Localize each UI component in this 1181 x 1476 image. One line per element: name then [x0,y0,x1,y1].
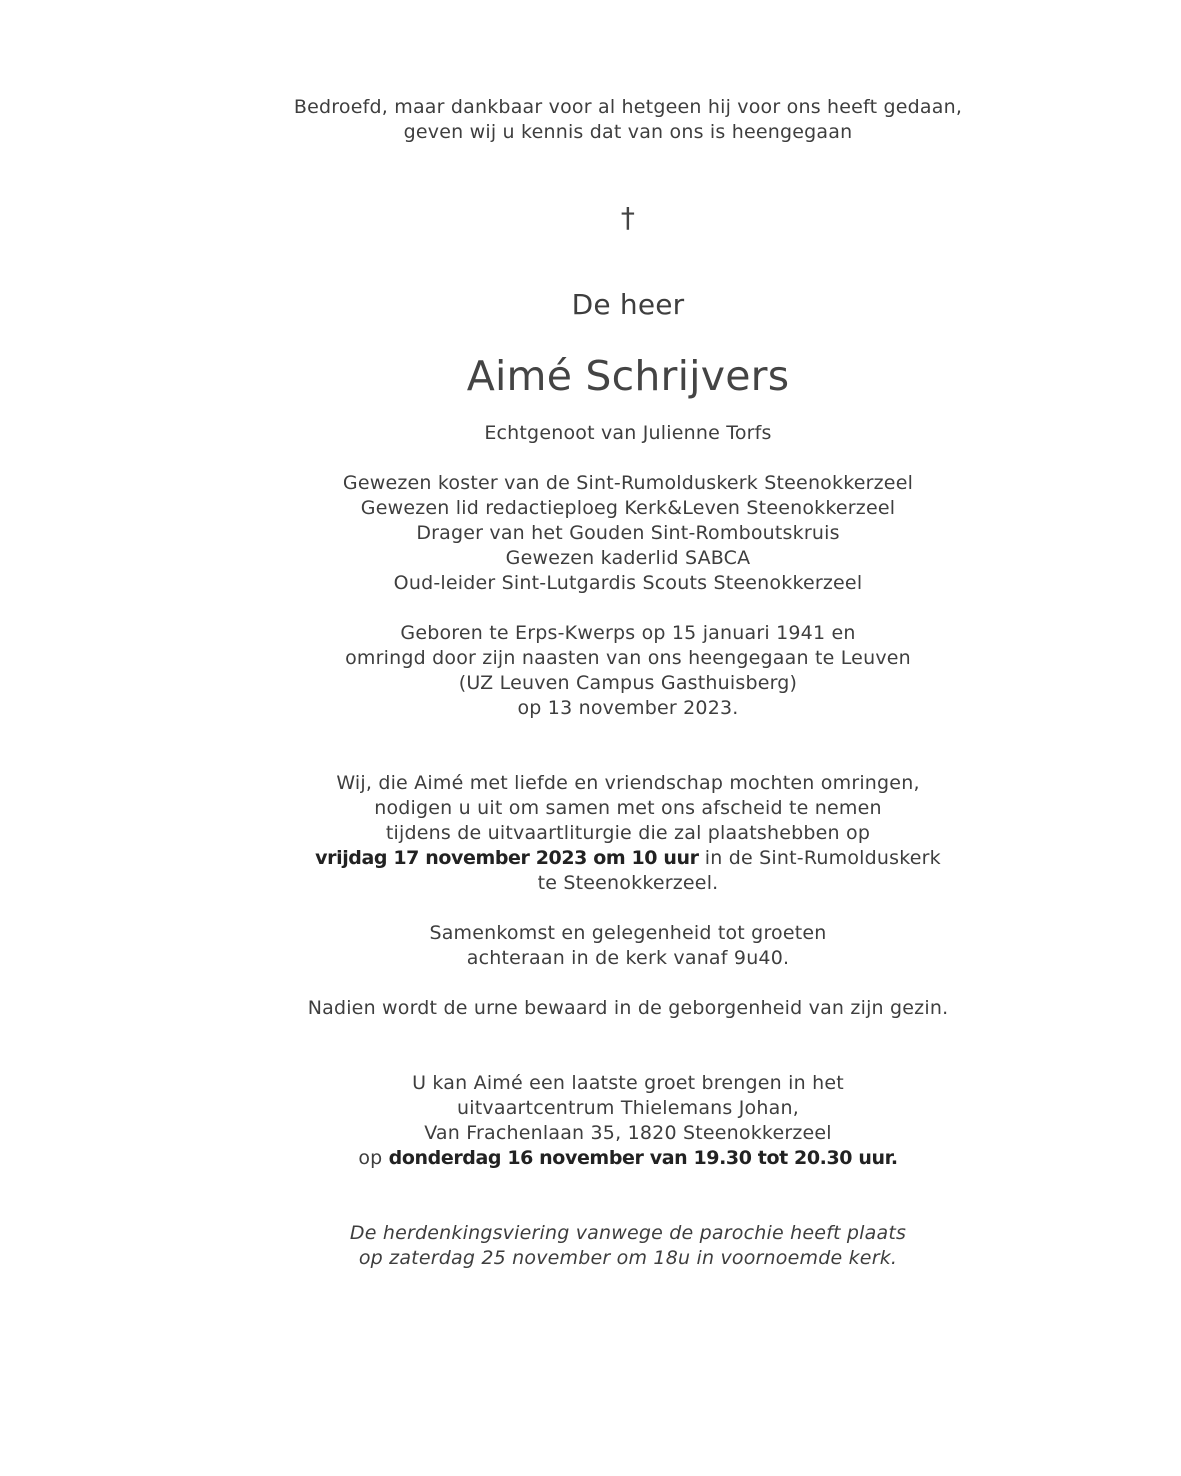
funeral-date-line [0,846,1181,871]
urn-line: Nadien wordt de urne bewaard in de geborgenheid van zijn gezin. [307,997,949,1019]
birth-death-line: op 13 november 2023. [517,697,739,719]
birth-death-line: Geboren te Erps-Kwerps op 15 januari 1941 en [400,622,856,644]
birth-death-line: (UZ Leuven Campus Gasthuisberg) [458,672,798,694]
spouse-line: Echtgenoot van Julienne Torfs [484,422,772,444]
funeral-line-1: Wij, die Aimé met liefde en vriendschap mochten omringen, [336,772,920,794]
intro-line-1: Bedroefd, maar dankbaar voor al hetgeen hij voor ons heeft gedaan, [293,96,963,118]
funeral-line-3: tijdens de uitvaartliturgie die zal plaatshebben op [385,822,871,844]
role-line: Gewezen kaderlid SABCA [505,547,751,569]
visitation-date-line [0,1146,1181,1171]
honorific-title: De heer [571,288,685,321]
visitation-line-3: Van Frachenlaan 35, 1820 Steenokkerzeel [424,1122,832,1144]
memorial-line-2: op zaterdag 25 november om 18u in voornoemde kerk. [358,1247,898,1269]
funeral-date: vrijdag 17 november 2023 om 10 uur [315,847,699,869]
memorial-line-1: De herdenkingsviering vanwege de parochie heeft plaats [349,1222,907,1244]
role-line: Oud-leider Sint-Lutgardis Scouts Steenokkerzeel [393,572,863,594]
visitation-prefix: op [358,1147,389,1169]
funeral-place: in de Sint-Rumolduskerk [698,847,941,869]
visitation-line-2: uitvaartcentrum Thielemans Johan, [457,1097,799,1119]
deceased-name: Aimé Schrijvers [466,352,790,400]
cross-icon: † [620,201,636,234]
intro-line-2: geven wij u kennis dat van ons is heengegaan [403,121,853,143]
role-line: Gewezen koster van de Sint-Rumolduskerk Steenokkerzeel [342,472,914,494]
visitation-date: donderdag 16 november van 19.30 tot 20.30 uur. [388,1147,898,1169]
gathering-line-2: achteraan in de kerk vanaf 9u40. [466,947,790,969]
birth-death-line: omringd door zijn naasten van ons heengegaan te Leuven [345,647,911,669]
funeral-line-2: nodigen u uit om samen met ons afscheid te nemen [374,797,882,819]
visitation-line-1: U kan Aimé een laatste groet brengen in het [412,1072,844,1094]
role-line: Drager van het Gouden Sint-Romboutskruis [416,522,840,544]
gathering-line-1: Samenkomst en gelegenheid tot groeten [429,922,827,944]
role-line: Gewezen lid redactieploeg Kerk&Leven Steenokkerzeel [360,497,896,519]
funeral-line-5: te Steenokkerzeel. [537,872,719,894]
